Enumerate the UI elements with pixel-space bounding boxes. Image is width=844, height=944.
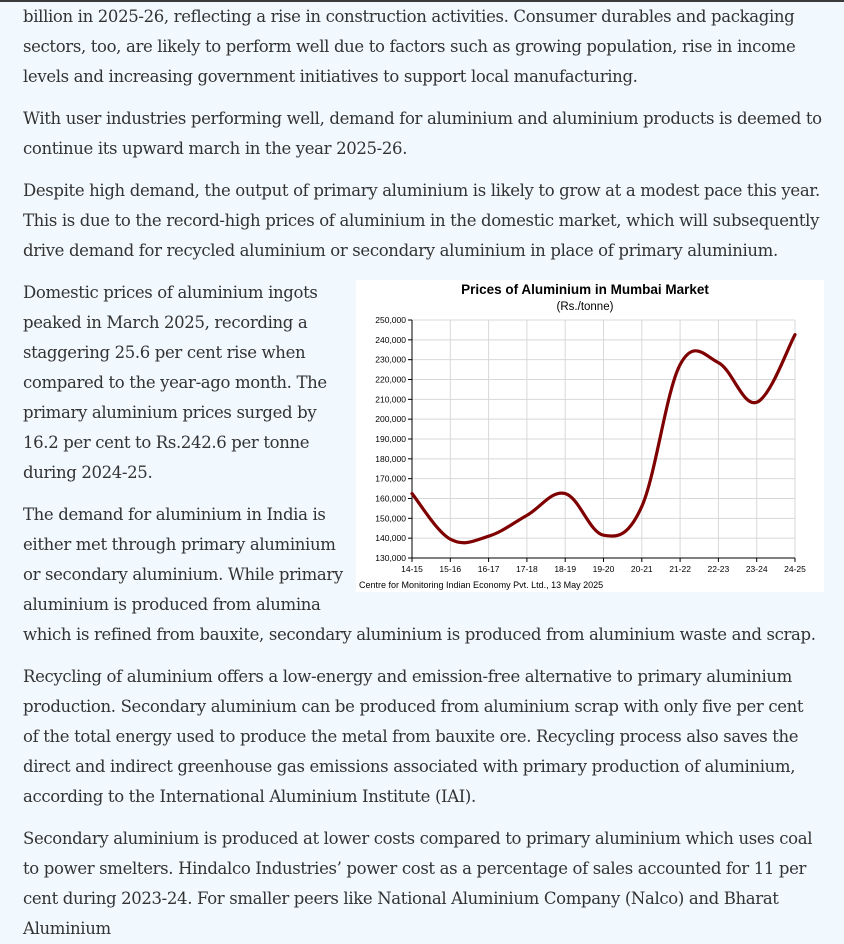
paragraph-2: With user industries performing well, demand for aluminium and aluminium products is deemed to continue its upward march in the year 2025-26.: [23, 109, 822, 158]
y-tick-label: 240,000: [375, 334, 406, 345]
paragraph-3: Despite high demand, the output of primary aluminium is likely to grow at a modest pace this year. This is due to the record-high prices of aluminium in the domestic market, which will subsequently drive demand for recycled aluminium or secondary aluminium in place of primary aluminium.: [23, 181, 820, 260]
x-tick-label: 22-23: [707, 564, 730, 574]
chart-grid: [412, 320, 795, 558]
paragraph-1: billion in 2025-26, reflecting a rise in construction activities. Consumer durables and packaging sectors, too, are likely to perform well due to factors such as growing population, rise in income levels and increasing government initiatives to support local manufacturing.: [23, 7, 796, 86]
paragraph-5: The demand for aluminium in India is either met through primary aluminium or secondary aluminium. While primary aluminium is produced from alumina which is refined from bauxite, secondary aluminium is produced from aluminium waste and scrap.: [23, 505, 816, 644]
x-tick-label: 16-17: [477, 564, 500, 574]
aluminium-price-chart: [356, 280, 824, 592]
x-tick-label: 14-15: [401, 564, 423, 574]
line-chart: [356, 280, 824, 592]
x-tick-label: 18-19: [554, 564, 577, 574]
y-tick-label: 130,000: [375, 553, 406, 563]
article-body: [0, 2, 844, 944]
y-tick-label: 180,000: [375, 453, 406, 464]
x-tick-label: 23-24: [745, 564, 768, 574]
chart-title: Prices of Aluminium in Mumbai Market: [461, 282, 709, 297]
x-tick-label: 17-18: [516, 564, 538, 574]
y-tick-label: 250,000: [375, 315, 406, 325]
y-tick-label: 210,000: [375, 394, 406, 405]
x-tick-label: 19-20: [592, 564, 615, 574]
x-tick-label: 24-25: [784, 564, 806, 574]
y-tick-label: 220,000: [375, 374, 406, 385]
paragraph-7: Secondary aluminium is produced at lower costs compared to primary aluminium which uses coal to power smelters. Hindalco Industries’ power cost as a percentage of sales accounted for 11 per cent during 2023-24. For smaller peers like National Aluminium Company (Nalco) and Bharat Aluminium: [23, 829, 813, 938]
paragraph-4: Domestic prices of aluminium ingots peaked in March 2025, recording a staggering 25.6 per cent rise when compared to the year-ago month. The primary aluminium prices surged by 16.2 per cent to Rs.242.6 per tonne during 2024-25.: [23, 283, 327, 482]
y-tick-label: 200,000: [375, 414, 406, 425]
y-tick-label: 170,000: [375, 473, 406, 484]
x-axis: [401, 558, 806, 574]
y-tick-label: 150,000: [375, 513, 406, 524]
y-axis: [375, 315, 412, 563]
y-tick-label: 160,000: [375, 493, 406, 504]
y-tick-label: 190,000: [375, 434, 406, 444]
x-tick-label: 15-16: [439, 564, 462, 574]
paragraph-6: Recycling of aluminium offers a low-energy and emission-free alternative to primary aluminium production. Secondary aluminium can be produced from aluminium scrap with only five per cent of the total energy used to produce the metal from bauxite ore. Recycling process also saves the direct and indirect greenhouse gas emissions associated with primary production of aluminium, according to the International Aluminium Institute (IAI).: [23, 667, 804, 806]
chart-source: Centre for Monitoring Indian Economy Pvt. Ltd., 13 May 2025: [359, 580, 604, 590]
y-tick-label: 230,000: [375, 354, 406, 365]
x-tick-label: 20-21: [630, 564, 653, 574]
chart-subtitle: (Rs./tonne): [556, 301, 614, 313]
x-tick-label: 21-22: [669, 564, 691, 574]
y-tick-label: 140,000: [375, 533, 406, 544]
